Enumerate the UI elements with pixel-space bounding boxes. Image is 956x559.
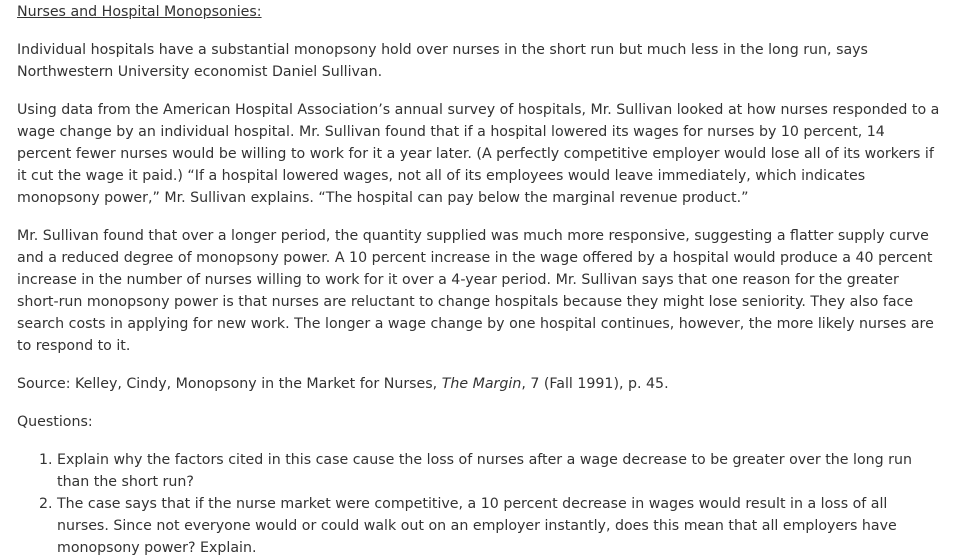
document-title: Nurses and Hospital Monopsonies: [17, 4, 262, 20]
source-suffix: , 7 (Fall 1991), p. 45. [521, 376, 669, 392]
questions-heading: Questions: [17, 414, 93, 430]
question-item-1: 1. Explain why the factors cited in this case cause the loss of nurses after a wage decrease to be greater over the long run than the short run? [57, 449, 942, 493]
paragraph-long-run: Mr. Sullivan found that over a longer period, the quantity supplied was much more responsive, suggesting a flatter supply curve and a reduced degree of monopsony power. A 10 percent increase in the wage offered by a hospital would produce a 40 percent increase in the number of nurses willing to work for it over a 4-year period. Mr. Sullivan says that one reason for the greater short-run monopsony power is that nurses are reluctant to change hospitals because they might lose seniority. They also face search costs in applying for new work. The longer a wage change by one hospital continues, however, the more likely nurses are to respond to it. [17, 228, 934, 354]
questions-list [17, 449, 942, 559]
source-citation [17, 373, 942, 395]
source-journal: The Margin [441, 376, 522, 392]
paragraph-intro: Individual hospitals have a substantial monopsony hold over nurses in the short run but much less in the long run, says Northwestern University economist Daniel Sullivan. [17, 42, 868, 80]
question-item-2: 2. The case says that if the nurse market were competitive, a 10 percent decrease in wages would result in a loss of all nurses. Since not everyone would or could walk out on an employer instantly, does this mean that all employers have monopsony power? Explain. [57, 493, 942, 559]
source-prefix: Source: Kelley, Cindy, Monopsony in the Market for Nurses, [17, 376, 442, 392]
paragraph-short-run: Using data from the American Hospital Association’s annual survey of hospitals, Mr. Sullivan looked at how nurses responded to a wage change by an individual hospital. Mr. Sullivan found that if a hospital lowered its wages for nurses by 10 percent, 14 percent fewer nurses would be willing to work for it a year later. (A perfectly competitive employer would lose all of its workers if it cut the wage it paid.) “If a hospital lowered wages, not all of its employees would leave immediately, which indicates monopsony power,” Mr. Sullivan explains. “The hospital can pay below the marginal revenue product.” [17, 102, 940, 206]
